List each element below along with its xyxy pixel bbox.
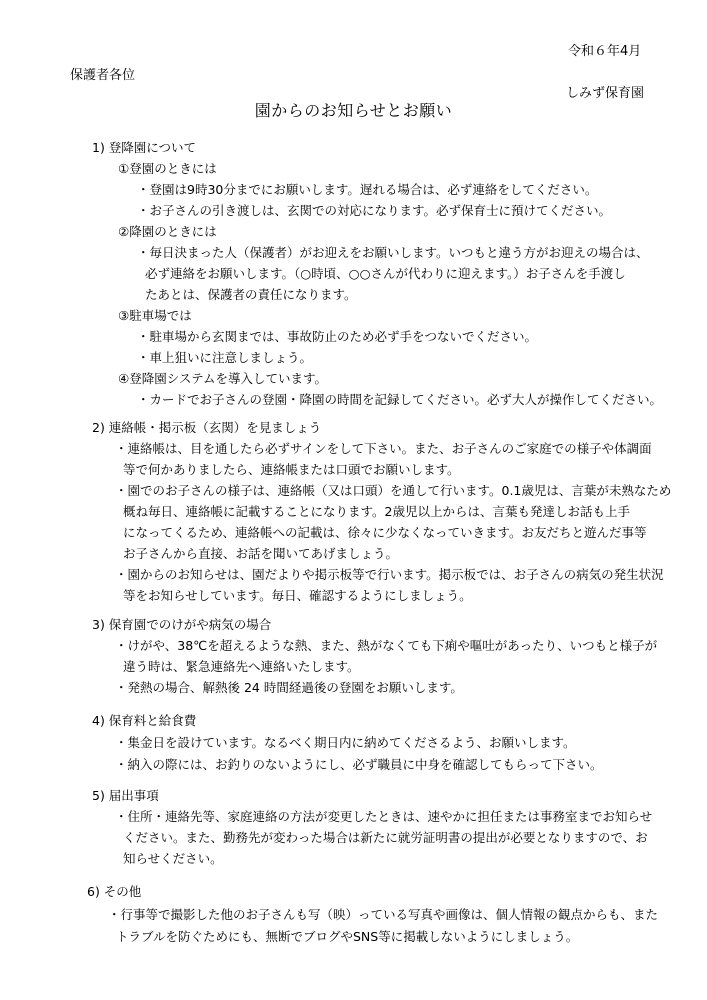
bullet-line: ・駐車場から玄関までは、事故防止のため必ず手をつないでください。: [137, 329, 538, 344]
section-heading-2: 2) 連絡帳・掲示板（玄関）を見ましょう: [92, 420, 322, 435]
continuation-line: たあとは、保護者の責任になります。: [145, 287, 357, 302]
section-heading-1: 1) 登降園について: [92, 140, 197, 155]
bullet-line: ・行事等で撮影した他のお子さんも写（映）っている写真や画像は、個人情報の観点からも、また: [108, 907, 659, 922]
bullet-line: ・発熱の場合、解熱後 24 時間経過後の登園をお願いします。: [115, 680, 463, 695]
continuation-line: ください。また、勤務先が変わった場合は新たに就労証明書の提出が必要となりますので、お: [123, 830, 648, 845]
bullet-line: ・登園は9時30分までにお願いします。遅れる場合は、必ず連絡をしてください。: [137, 182, 598, 197]
section-heading-6: 6) その他: [87, 884, 142, 899]
document-date: 令和６年4月: [568, 44, 642, 59]
continuation-line: 等で何かありましたら、連絡帳または口頭でお願いします。: [123, 462, 460, 477]
sender-name: しみず保育園: [566, 86, 645, 101]
continuation-line: 必ず連絡をお願いします。（○時頃、○○さんが代わりに迎えます。）お子さんを手渡し: [145, 266, 626, 281]
document-title: 園からのお知らせとお願い: [254, 101, 453, 120]
subheading: ①登園のときには: [118, 161, 217, 176]
continuation-line: になってくるため、連絡帳への記載は、徐々に少なくなっていきます。お友だちと遊んだ事等: [123, 525, 647, 540]
section-heading-4: 4) 保育料と給食費: [92, 713, 197, 728]
bullet-line: ・連絡帳は、目を通したら必ずサインをして下さい。また、お子さんのご家庭での様子や体調面: [115, 441, 652, 456]
bullet-line: ・車上狙いに注意しましょう。: [137, 350, 313, 365]
bullet-line: ・毎日決まった人（保護者）がお迎えをお願いします。いつもと違う方がお迎えの場合は、: [137, 245, 649, 260]
bullet-line: ・園からのお知らせは、園だよりや掲示板等で行います。掲示板では、お子さんの病気の発生状況: [115, 567, 664, 582]
bullet-line: ・カードでお子さんの登園・降園の時間を記録してください。必ず大人が操作してください。: [137, 392, 663, 407]
subheading: ④登降園システムを導入しています。: [118, 371, 327, 386]
continuation-line: 等をお知らせしています。毎日、確認するようにしましょう。: [123, 588, 472, 603]
bullet-line: ・住所・連絡先等、家庭連絡の方法が変更したときは、速やかに担任または事務室までお知らせ: [115, 809, 653, 824]
continuation-line: 違う時は、緊急連絡先へ連絡いたします。: [123, 659, 360, 674]
continuation-line: 知らせください。: [123, 851, 223, 866]
bullet-line: ・納入の際には、お釣りのないようにし、必ず職員に中身を確認してもらって下さい。: [115, 757, 603, 772]
bullet-line: ・けがや、38℃を超えるような熱、また、熱がなくても下痢や嘔吐があったり、いつもと様子が: [115, 638, 658, 653]
subheading: ③駐車場では: [118, 308, 192, 323]
section-heading-3: 3) 保育園でのけがや病気の場合: [92, 617, 272, 632]
bullet-line: ・お子さんの引き渡しは、玄関での対応になります。必ず保育士に預けてください。: [137, 203, 612, 218]
continuation-line: 概ね毎日、連絡帳に記載することになります。2歳児以上からは、言葉も発達しお話も上手: [123, 504, 630, 519]
section-heading-5: 5) 届出事項: [92, 788, 159, 803]
addressee: 保護者各位: [70, 68, 136, 83]
subheading: ②降園のときには: [118, 224, 217, 239]
bullet-line: ・園でのお子さんの様子は、連絡帳（又は口頭）を通して行います。0.1歳児は、言葉が未熟なため: [115, 483, 672, 498]
continuation-line: トラブルを防ぐためにも、無断でブログやSNS等に掲載しないようにしましょう。: [116, 929, 579, 944]
bullet-line: ・集金日を設けています。なるべく期日内に納めてくださるよう、お願いします。: [115, 735, 576, 750]
continuation-line: お子さんから直接、お話を聞いてあげましょう。: [123, 546, 399, 561]
